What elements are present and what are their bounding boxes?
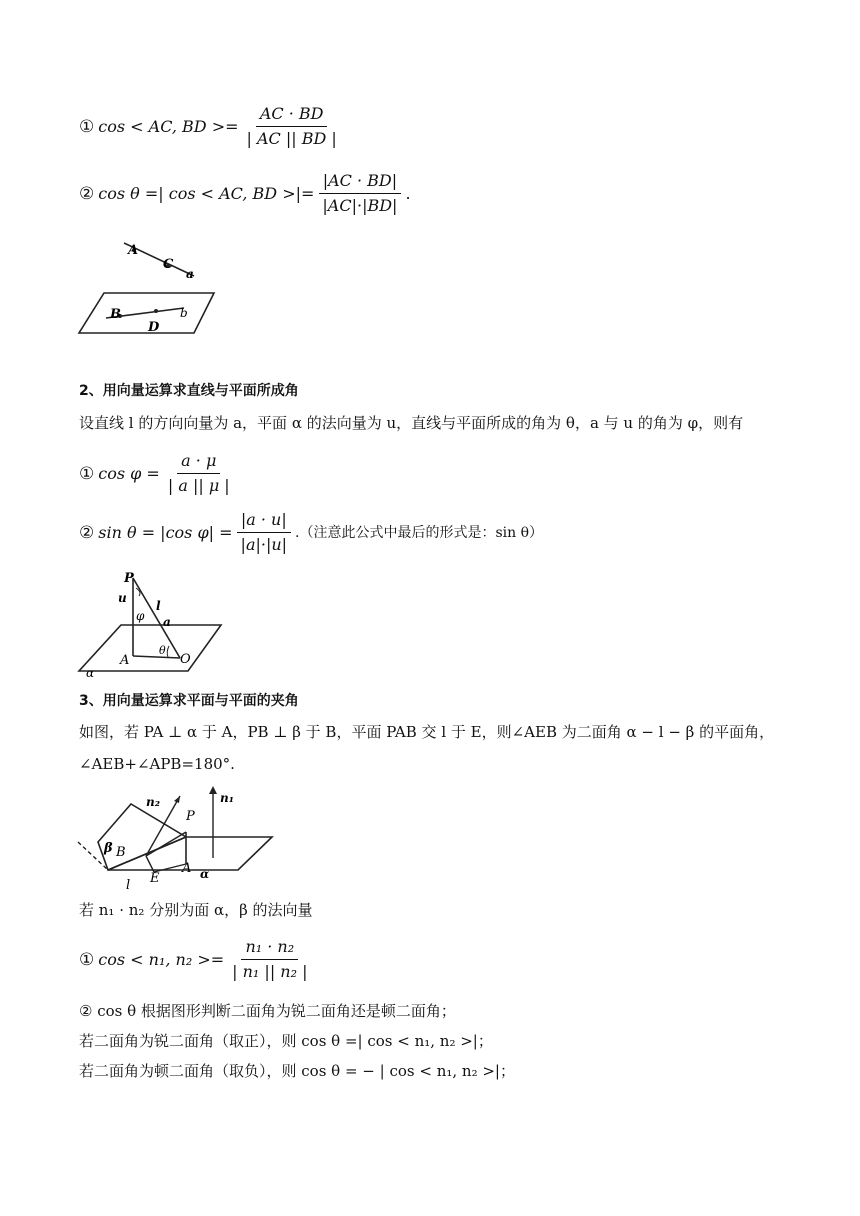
formula-cos-theta-lines: ② cos θ =| cos < AC, BD >|= $\frac{|AC \cdot BD|}{|AC|\cdot|BD|}$ . bbox=[79, 171, 411, 215]
label-u: u bbox=[118, 591, 127, 605]
point-D bbox=[154, 309, 158, 313]
obtuse-line: 若二面角为顿二面角（取负），则 cos θ = − | cos < n₁, n₂ >|； bbox=[79, 1062, 515, 1080]
label-O: O bbox=[180, 652, 191, 667]
formula-cos-n1-n2: ① cos < n₁, n₂ >= $\frac{\text{n₁ · n₂}}{\text{| n₁ || n₂ |}}$ bbox=[79, 937, 315, 982]
label-l: l bbox=[126, 878, 131, 892]
section-3-line-2: ∠AEB+∠APB=180°. bbox=[79, 755, 235, 773]
section-3-line-1: 如图，若 PA ⊥ α 于 A，PB ⊥ β 于 B，平面 PAB 交 l 于 E，则∠AEB 为二面角 α − l − β 的平面角， bbox=[79, 723, 775, 741]
label-b: b bbox=[180, 306, 188, 320]
normals-line: 若 n₁ · n₂ 分别为面 α，β 的法向量 bbox=[79, 901, 313, 919]
label-D: D bbox=[148, 320, 160, 335]
label-l: l bbox=[156, 599, 161, 613]
label-beta: β bbox=[104, 841, 113, 856]
formula-sin-theta: ② sin θ = |cos φ| = $\frac{|a \cdot u|}{|a|\cdot|u|}$ .（注意此公式中最后的形式是：sin θ） bbox=[79, 510, 544, 554]
label-A: A bbox=[182, 861, 192, 876]
label-B: B bbox=[110, 307, 121, 322]
projection-line bbox=[133, 656, 180, 658]
arrow-n2 bbox=[174, 796, 180, 803]
section-3-heading: 3、用向量运算求平面与平面的夹角 bbox=[79, 693, 299, 709]
plane-shape bbox=[79, 625, 221, 671]
arrow-n1 bbox=[209, 786, 217, 794]
fraction: $\frac{|AC \cdot BD|}{|AC|\cdot|BD|}$ bbox=[318, 171, 401, 216]
label-P: P bbox=[186, 809, 195, 824]
plane-beta bbox=[98, 804, 186, 870]
theta-arc bbox=[167, 646, 169, 657]
label-alpha: α bbox=[200, 867, 210, 881]
acute-line: 若二面角为锐二面角（取正），则 cos θ =| cos < n₁, n₂ >|； bbox=[79, 1032, 493, 1050]
label-C: C bbox=[163, 257, 174, 272]
fraction: $\frac{a \cdot \mu}{| a || \mu |}$ bbox=[167, 451, 230, 495]
line-plane-angle-figure bbox=[76, 568, 224, 680]
formula-cos-phi: ① cos φ = $\frac{a \cdot \mu}{| a || \mu |}$ bbox=[79, 451, 238, 496]
dihedral-angle-figure bbox=[76, 784, 276, 892]
section-2-intro: 设直线 l 的方向向量为 a，平面 α 的法向量为 u，直线与平面所成的角为 θ，a 与 u 的角为 φ，则有 bbox=[79, 414, 744, 432]
label-n2: n₂ bbox=[146, 795, 160, 809]
label-A: A bbox=[128, 243, 139, 258]
formula-cos-ac-bd: ① cos < AC, BD >= $\frac{AC \cdot BD}{| AC || BD |}$ bbox=[79, 104, 345, 149]
label-alpha: α bbox=[86, 666, 95, 680]
label-n1: n₁ bbox=[220, 791, 234, 805]
fraction: $\frac{\text{n₁ · n₂}}{\text{| n₁ || n₂ |}}$ bbox=[232, 937, 308, 981]
label-theta: θ bbox=[159, 644, 166, 657]
label-a: a bbox=[163, 615, 171, 629]
judge-line: ② cos θ 根据图形判断二面角为锐二面角还是顿二面角； bbox=[79, 1002, 456, 1020]
label-phi: φ bbox=[136, 609, 145, 623]
label-B: B bbox=[116, 845, 126, 860]
fraction: $\frac{|a \cdot u|}{|a|\cdot|u|}$ bbox=[237, 510, 292, 555]
fraction: $\frac{AC \cdot BD}{| AC || BD |}$ bbox=[246, 104, 337, 148]
section-2-heading: 2、用向量运算求直线与平面所成角 bbox=[79, 383, 299, 399]
label-A: A bbox=[120, 653, 130, 668]
label-a: a bbox=[186, 267, 194, 281]
label-E: E bbox=[150, 871, 160, 886]
skew-lines-figure bbox=[76, 238, 216, 338]
label-P: P bbox=[124, 571, 134, 586]
